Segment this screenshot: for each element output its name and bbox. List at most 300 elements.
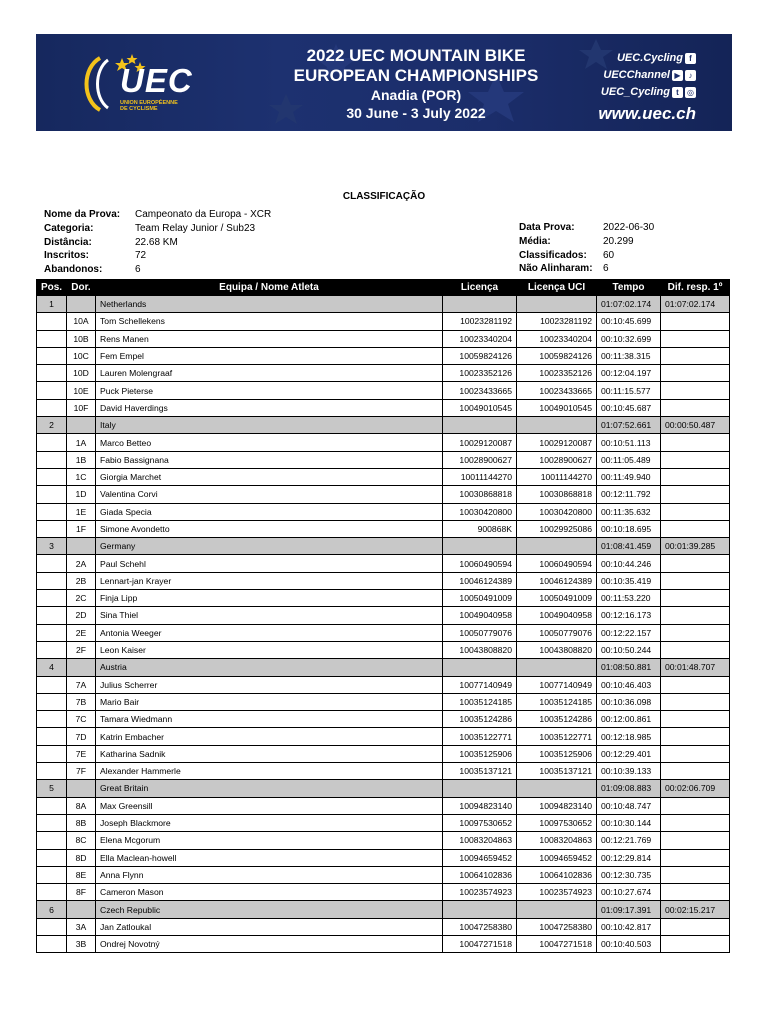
position-cell [37,728,67,745]
name-cell: Ondrej Novotný [96,935,443,952]
banner-line-1: 2022 UEC MOUNTAIN BIKE [306,46,526,65]
time-cell: 00:12:22.157 [597,624,661,641]
athlete-row [37,797,730,814]
time-cell: 00:10:45.687 [597,399,661,416]
time-cell: 00:12:00.861 [597,711,661,728]
uci-licence-cell: 10043808820 [517,641,597,658]
gap-cell [661,365,730,382]
position-cell [37,832,67,849]
bib-cell: 2D [67,607,96,624]
licence-cell: 10023352126 [443,365,517,382]
position-cell [37,693,67,710]
gap-cell [661,382,730,399]
time-cell: 01:08:50.881 [597,659,661,676]
athlete-row [37,849,730,866]
banner-line-3: Anadia (POR) [370,87,462,103]
time-cell: 00:10:42.817 [597,918,661,935]
name-cell: Germany [96,538,443,555]
results-table [36,279,730,953]
gap-cell [661,330,730,347]
bib-cell: 3B [67,935,96,952]
position-cell: 5 [37,780,67,797]
name-cell: Paul Schehl [96,555,443,572]
info-label: Abandonos: [44,264,103,276]
gap-cell [661,520,730,537]
time-cell: 00:10:39.133 [597,763,661,780]
bib-cell: 8C [67,832,96,849]
time-cell: 00:11:38.315 [597,347,661,364]
bib-cell: 2E [67,624,96,641]
bib-cell [67,538,96,555]
uci-licence-cell: 10047271518 [517,935,597,952]
position-cell [37,814,67,831]
uci-licence-cell [517,417,597,434]
gap-cell [661,884,730,901]
position-cell: 6 [37,901,67,918]
col-header-gap: Dif. resp. 1º [661,280,730,296]
athlete-row [37,935,730,952]
results-body [37,296,730,953]
gap-cell: 00:01:48.707 [661,659,730,676]
position-cell [37,711,67,728]
athlete-row [37,745,730,762]
licence-cell [443,780,517,797]
uci-licence-cell: 10083204863 [517,832,597,849]
bib-cell: 10B [67,330,96,347]
time-cell: 00:10:45.699 [597,313,661,330]
info-value: 2022-06-30 [603,222,655,233]
gap-cell [661,641,730,658]
gap-cell [661,711,730,728]
time-cell: 00:11:49.940 [597,468,661,485]
col-header-dor: Dor. [67,280,96,296]
name-cell: Katrin Embacher [96,728,443,745]
uci-licence-cell: 10035124185 [517,693,597,710]
time-cell: 00:11:35.632 [597,503,661,520]
social-facebook-label: UEC.Cycling [616,52,683,64]
position-cell [37,486,67,503]
name-cell: Finja Lipp [96,590,443,607]
time-cell: 00:10:30.144 [597,814,661,831]
athlete-row [37,676,730,693]
licence-cell: 10043808820 [443,641,517,658]
uci-licence-cell: 10046124389 [517,572,597,589]
licence-cell [443,659,517,676]
licence-cell: 10035122771 [443,728,517,745]
bib-cell [67,659,96,676]
gap-cell [661,434,730,451]
banner-title [266,46,566,122]
licence-cell: 10035125906 [443,745,517,762]
position-cell: 3 [37,538,67,555]
name-cell: Italy [96,417,443,434]
social-youtube-label: UECChannel [603,69,670,81]
bib-cell [67,780,96,797]
time-cell: 01:07:52.661 [597,417,661,434]
position-cell [37,572,67,589]
licence-cell: 10023433665 [443,382,517,399]
uci-licence-cell: 10059824126 [517,347,597,364]
athlete-row [37,607,730,624]
info-row [519,249,654,263]
position-cell [37,555,67,572]
athlete-row [37,572,730,589]
uci-licence-cell [517,296,597,313]
bib-cell: 1E [67,503,96,520]
info-row [519,235,654,249]
banner-line-4: 30 June - 3 July 2022 [346,105,486,121]
time-cell: 01:09:08.883 [597,780,661,797]
gap-cell [661,814,730,831]
gap-cell [661,693,730,710]
gap-cell [661,728,730,745]
bib-cell: 3A [67,918,96,935]
athlete-row [37,728,730,745]
info-label: Classificados: [519,249,587,261]
time-cell: 00:12:30.735 [597,866,661,883]
uci-licence-cell: 10035137121 [517,763,597,780]
info-row [44,208,271,222]
name-cell: Alexander Hammerle [96,763,443,780]
info-value: 60 [603,249,615,261]
bib-cell: 10A [67,313,96,330]
uci-licence-cell: 10035124286 [517,711,597,728]
licence-cell: 10059824126 [443,347,517,364]
position-cell [37,468,67,485]
uec-subtitle: UNION EUROPÉENNE DE CYCLISME [120,100,178,112]
banner-line-2: EUROPEAN CHAMPIONSHIPS [293,66,539,85]
bib-cell: 7C [67,711,96,728]
time-cell: 00:10:50.244 [597,641,661,658]
social-facebook[interactable] [598,50,696,67]
licence-cell: 10083204863 [443,832,517,849]
info-label: Média: [519,235,551,247]
athlete-row [37,486,730,503]
youtube-icon: ▶ [672,70,683,81]
col-header-licence: Licença [443,280,517,296]
name-cell: Czech Republic [96,901,443,918]
uci-licence-cell: 10029925086 [517,520,597,537]
name-cell: David Haverdings [96,399,443,416]
position-cell [37,451,67,468]
name-cell: Jan Zatloukal [96,918,443,935]
time-cell: 00:11:15.577 [597,382,661,399]
uci-licence-cell: 10060490594 [517,555,597,572]
uci-licence-cell: 10023352126 [517,365,597,382]
uci-licence-cell [517,780,597,797]
licence-cell: 10094659452 [443,849,517,866]
gap-cell [661,832,730,849]
uci-licence-cell: 10064102836 [517,866,597,883]
gap-cell [661,468,730,485]
position-cell [37,590,67,607]
time-cell: 00:10:27.674 [597,884,661,901]
gap-cell [661,918,730,935]
bib-cell: 8F [67,884,96,901]
uci-licence-cell: 10023433665 [517,382,597,399]
name-cell: Max Greensill [96,797,443,814]
bib-cell: 2A [67,555,96,572]
uci-licence-cell: 10047258380 [517,918,597,935]
name-cell: Anna Flynn [96,866,443,883]
info-value: 20.299 [603,235,634,247]
name-cell: Marco Betteo [96,434,443,451]
info-label: Data Prova: [519,222,575,233]
tiktok-icon: ♪ [685,70,696,81]
uec-wordmark: UEC [120,62,193,99]
social-links [598,50,696,125]
bib-cell: 7F [67,763,96,780]
athlete-row [37,693,730,710]
bib-cell: 10F [67,399,96,416]
bib-cell: 10D [67,365,96,382]
bib-cell: 2B [67,572,96,589]
time-cell: 00:12:29.814 [597,849,661,866]
position-cell [37,935,67,952]
time-cell: 00:10:44.246 [597,555,661,572]
licence-cell [443,296,517,313]
team-row [37,659,730,676]
name-cell: Puck Pieterse [96,382,443,399]
bib-cell: 1F [67,520,96,537]
gap-cell [661,451,730,468]
time-cell: 00:12:04.197 [597,365,661,382]
uci-licence-cell: 10030420800 [517,503,597,520]
uci-licence-cell: 10023281192 [517,313,597,330]
info-row [44,236,271,250]
athlete-row [37,468,730,485]
uci-licence-cell: 10011144270 [517,468,597,485]
col-header-uci-licence: Licença UCI [517,280,597,296]
gap-cell: 00:00:50.487 [661,417,730,434]
info-value: Team Relay Junior / Sub23 [135,222,256,234]
gap-cell: 00:02:06.709 [661,780,730,797]
licence-cell: 10028900627 [443,451,517,468]
position-cell [37,382,67,399]
race-info-left [44,208,271,277]
bib-cell [67,901,96,918]
bib-cell: 8E [67,866,96,883]
licence-cell: 10049040958 [443,607,517,624]
bib-cell: 2C [67,590,96,607]
position-cell [37,676,67,693]
info-label: Categoria: [44,222,94,234]
licence-cell: 10064102836 [443,866,517,883]
uci-licence-cell: 10050491009 [517,590,597,607]
race-info-right [519,221,654,276]
position-cell [37,884,67,901]
bib-cell: 7B [67,693,96,710]
time-cell: 00:10:18.695 [597,520,661,537]
licence-cell: 10049010545 [443,399,517,416]
gap-cell [661,572,730,589]
position-cell [37,607,67,624]
athlete-row [37,624,730,641]
licence-cell: 10050491009 [443,590,517,607]
position-cell [37,641,67,658]
licence-cell: 10023574923 [443,884,517,901]
time-cell: 00:10:51.113 [597,434,661,451]
uci-licence-cell: 10023574923 [517,884,597,901]
info-value: 6 [135,264,141,276]
athlete-row [37,590,730,607]
uci-licence-cell: 10029120087 [517,434,597,451]
time-cell: 00:12:18.985 [597,728,661,745]
name-cell: Giorgia Marchet [96,468,443,485]
athlete-row [37,832,730,849]
info-value: Campeonato da Europa - XCR [135,209,272,220]
name-cell: Mario Bair [96,693,443,710]
athlete-row [37,884,730,901]
position-cell [37,313,67,330]
uci-licence-cell: 10050779076 [517,624,597,641]
info-value: 22.68 KM [135,236,178,248]
gap-cell: 00:01:39.285 [661,538,730,555]
athlete-row [37,399,730,416]
gap-cell [661,555,730,572]
bib-cell: 7D [67,728,96,745]
position-cell [37,365,67,382]
name-cell: Leon Kaiser [96,641,443,658]
time-cell: 01:07:02.174 [597,296,661,313]
bib-cell: 7A [67,676,96,693]
bib-cell: 1B [67,451,96,468]
time-cell: 00:10:32.699 [597,330,661,347]
gap-cell [661,797,730,814]
table-header-row [37,280,730,296]
athlete-row [37,313,730,330]
uci-licence-cell: 10023340204 [517,330,597,347]
time-cell: 01:08:41.459 [597,538,661,555]
name-cell: Valentina Corvi [96,486,443,503]
social-twitter[interactable] [598,84,696,101]
uci-licence-cell: 10035125906 [517,745,597,762]
name-cell: Lennart-jan Krayer [96,572,443,589]
page-title: CLASSIFICAÇÃO [342,191,426,202]
name-cell: Elena Mcgorum [96,832,443,849]
position-cell [37,399,67,416]
name-cell: Joseph Blackmore [96,814,443,831]
name-cell: Netherlands [96,296,443,313]
col-header-time: Tempo [597,280,661,296]
athlete-row [37,866,730,883]
licence-cell: 10047258380 [443,918,517,935]
time-cell: 00:10:35.419 [597,572,661,589]
event-banner [36,34,732,131]
licence-cell: 10023340204 [443,330,517,347]
website-link[interactable]: www.uec.ch [598,104,696,123]
info-value: 72 [135,250,147,262]
licence-cell: 10035124286 [443,711,517,728]
licence-cell [443,901,517,918]
info-label: Nome da Prova: [44,209,121,220]
team-row [37,417,730,434]
time-cell: 00:10:46.403 [597,676,661,693]
licence-cell: 10050779076 [443,624,517,641]
info-label: Distância: [44,236,92,248]
gap-cell [661,849,730,866]
name-cell: Giada Specia [96,503,443,520]
gap-cell [661,676,730,693]
position-cell [37,503,67,520]
info-value: 6 [603,263,609,275]
gap-cell: 00:02:15.217 [661,901,730,918]
time-cell: 00:12:21.769 [597,832,661,849]
position-cell: 2 [37,417,67,434]
time-cell: 00:11:53.220 [597,590,661,607]
athlete-row [37,382,730,399]
athlete-row [37,520,730,537]
time-cell: 00:12:29.401 [597,745,661,762]
info-row [44,222,271,236]
info-label: Não Alinharam: [519,263,593,275]
bib-cell: 10E [67,382,96,399]
licence-cell: 10035137121 [443,763,517,780]
bib-cell: 7E [67,745,96,762]
team-row [37,901,730,918]
athlete-row [37,641,730,658]
name-cell: Austria [96,659,443,676]
position-cell [37,347,67,364]
licence-cell: 10060490594 [443,555,517,572]
gap-cell [661,486,730,503]
licence-cell: 10046124389 [443,572,517,589]
licence-cell: 10094823140 [443,797,517,814]
licence-cell [443,417,517,434]
licence-cell: 10023281192 [443,313,517,330]
name-cell: Tamara Wiedmann [96,711,443,728]
athlete-row [37,814,730,831]
licence-cell: 10097530652 [443,814,517,831]
time-cell: 00:10:36.098 [597,693,661,710]
gap-cell [661,866,730,883]
col-header-pos: Pos. [37,280,67,296]
athlete-row [37,555,730,572]
athlete-row [37,503,730,520]
twitter-icon: t [672,87,683,98]
social-youtube[interactable] [598,67,696,84]
instagram-icon: ◎ [685,87,696,98]
name-cell: Fabio Bassignana [96,451,443,468]
position-cell: 1 [37,296,67,313]
licence-cell: 10029120087 [443,434,517,451]
licence-cell: 10030868818 [443,486,517,503]
licence-cell: 10077140949 [443,676,517,693]
gap-cell [661,313,730,330]
time-cell: 00:10:48.747 [597,797,661,814]
bib-cell: 8A [67,797,96,814]
uci-licence-cell [517,538,597,555]
bib-cell: 1A [67,434,96,451]
name-cell: Julius Scherrer [96,676,443,693]
info-row [519,221,654,235]
name-cell: Sina Thiel [96,607,443,624]
position-cell [37,849,67,866]
uci-licence-cell [517,901,597,918]
gap-cell [661,347,730,364]
name-cell: Rens Manen [96,330,443,347]
licence-cell [443,538,517,555]
name-cell: Katharina Sadnik [96,745,443,762]
name-cell: Great Britain [96,780,443,797]
licence-cell: 10030420800 [443,503,517,520]
position-cell [37,434,67,451]
uci-licence-cell: 10035122771 [517,728,597,745]
time-cell: 00:12:16.173 [597,607,661,624]
licence-cell: 900868K [443,520,517,537]
time-cell: 01:09:17.391 [597,901,661,918]
name-cell: Simone Avondetto [96,520,443,537]
